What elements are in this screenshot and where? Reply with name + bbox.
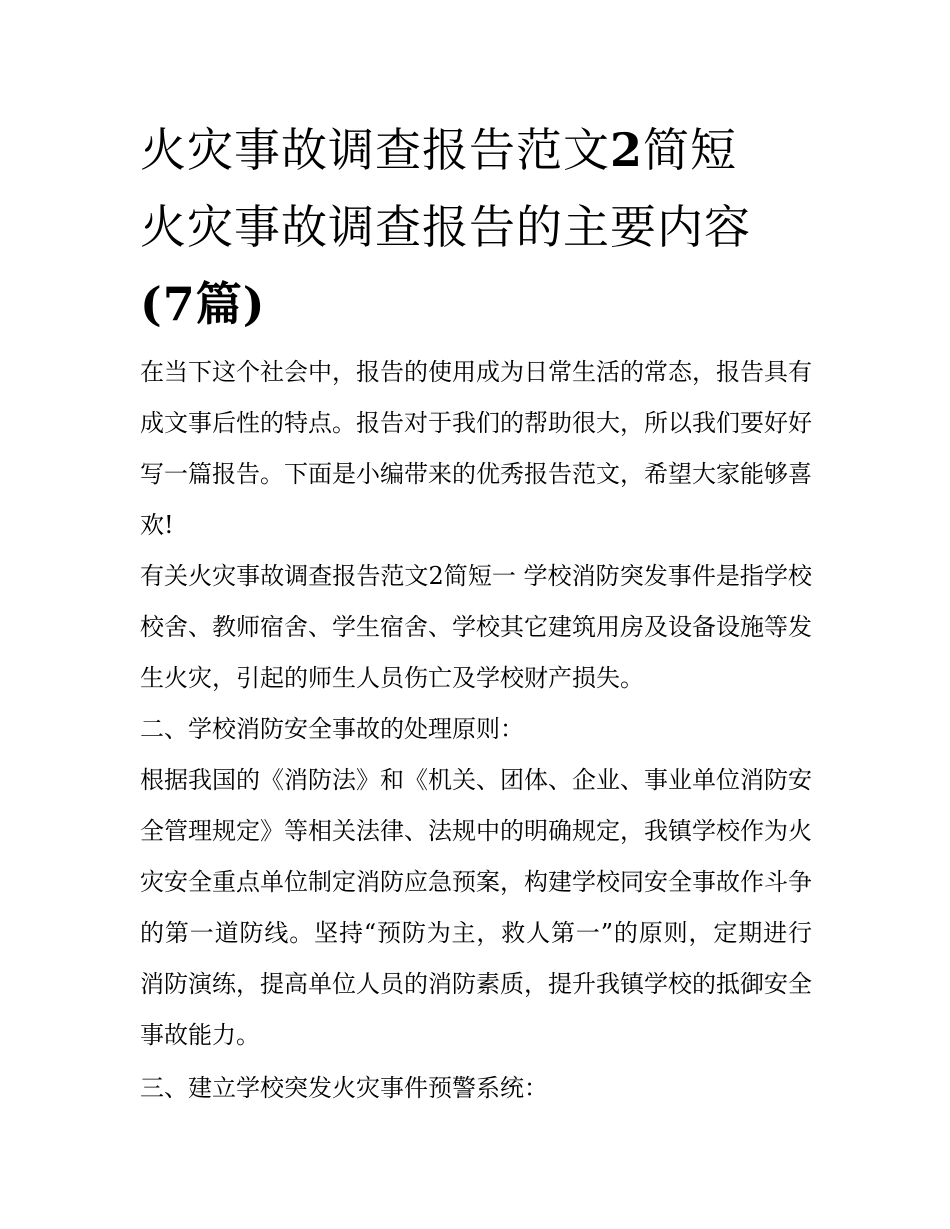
document-body — [140, 112, 812, 1114]
section-1-paragraph: 有关火灾事故调查报告范文2简短一 学校消防突发事件是指学校校舍、教师宿舍、学生宿舍、学校其它建筑用房及设备设施等发生火灾，引起的师生人员伤亡及学校财产损失。 — [140, 562, 812, 692]
document-title — [140, 112, 812, 343]
title-part-1: 火灾事故调查报告范文 — [140, 123, 610, 177]
section-3-heading: 三、建立学校突发火灾事件预警系统： — [140, 1074, 548, 1102]
title-part-4: 火灾事故调查报告的主要内容 — [140, 200, 751, 254]
title-part-6: 篇) — [195, 277, 266, 331]
intro-paragraph: 在当下这个社会中，报告的使用成为日常生活的常态，报告具有成文事后性的特点。报告对于我们的帮助很大，所以我们要好好写一篇报告。下面是小编带来的优秀报告范文，希望大家能够喜欢! — [140, 358, 812, 539]
section-2-paragraph: 根据我国的《消防法》和《机关、团体、企业、事业单位消防安全管理规定》等相关法律、法规中的明确规定，我镇学校作为火灾安全重点单位制定消防应急预案，构建学校同安全事故作斗争的第一道防线。坚持“预防为主，救人第一”的原则，定期进行消防演练，提高单位人员的消防素质，提升我镇学校的抵御安全事故能力。 — [140, 766, 812, 1049]
title-part-2: 2 — [610, 123, 644, 177]
title-part-5: (7 — [140, 277, 196, 331]
section-2-heading: 二、学校消防安全事故的处理原则： — [140, 715, 524, 743]
title-part-3: 简短 — [643, 123, 738, 177]
